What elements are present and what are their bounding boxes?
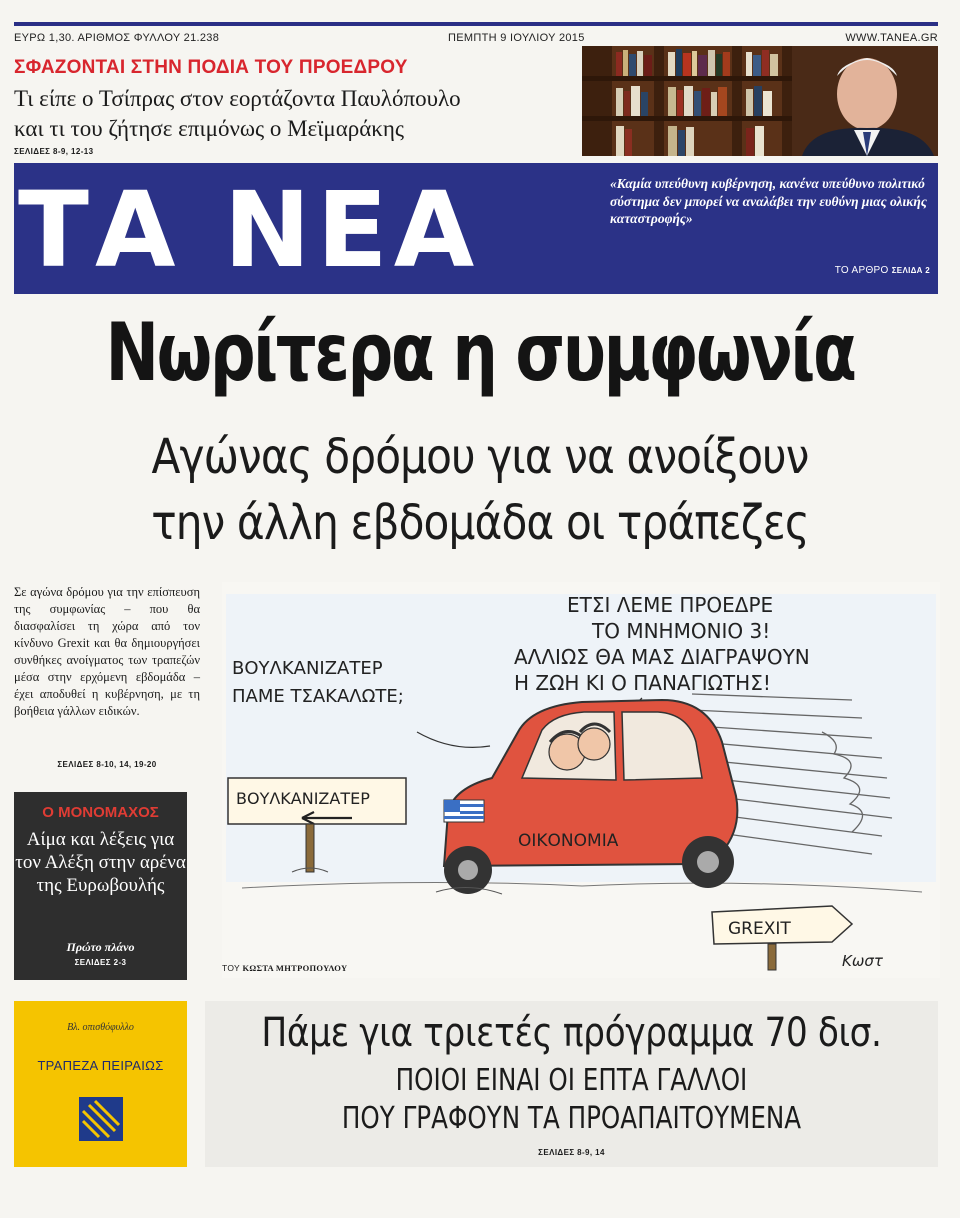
monomachos-subtitle: Πρώτο πλάνο bbox=[66, 940, 135, 954]
teaser-line-1: Τι είπε ο Τσίπρας στον εορτάζοντα Παυλόπουλο bbox=[14, 86, 461, 111]
teaser-kicker: ΣΦΑΖΟΝΤΑΙ ΣΤΗΝ ΠΟΔΙΑ ΤΟΥ ΠΡΟΕΔΡΟΥ bbox=[14, 57, 408, 78]
bank-logo-stripes bbox=[79, 1097, 123, 1141]
quote-ref-page: ΣΕΛΙΔΑ 2 bbox=[891, 266, 930, 275]
issue-date: ΠΕΜΠΤΗ 9 ΙΟΥΛΙΟΥ 2015 bbox=[448, 32, 585, 44]
monomachos-pages: ΣΕΛΙΔΕΣ 2-3 bbox=[74, 958, 127, 967]
quote-reference[interactable] bbox=[835, 265, 930, 276]
bookshelf-portrait-image bbox=[582, 46, 938, 156]
bottom-sub-line-1: ΠΟΙΟΙ ΕΙΝΑΙ ΟΙ ΕΠΤΑ ΓΑΛΛΟΙ bbox=[395, 1063, 748, 1098]
bubble-left-line-2: ΠΑΜΕ ΤΣΑΚΑΛΩΤΕ; bbox=[232, 686, 404, 707]
sub-headline-line-2: την άλλη εβδομάδα οι τράπεζες bbox=[151, 495, 809, 551]
masthead-quote: «Καμία υπεύθυνη κυβέρνηση, κανένα υπεύθυνο πολιτικό σύστημα δεν μπορεί να αναλάβει την ευθύνη μιας ολικής καταστροφής» bbox=[610, 176, 927, 226]
credit-prefix: ΤΟΥ bbox=[222, 963, 240, 973]
top-rule bbox=[14, 22, 938, 26]
price-issue-number: ΕΥΡΩ 1,30. ΑΡΙΘΜΟΣ ΦΥΛΛΟΥ 21.238 bbox=[14, 32, 220, 44]
bubble-right-line-3: ΑΛΛΙΩΣ ΘΑ ΜΑΣ ΔΙΑΓΡΑΨΟΥΝ bbox=[514, 645, 810, 669]
bubble-right-line-2: ΤΟ ΜΝΗΜΟΝΙΟ 3! bbox=[592, 619, 771, 643]
sign-left-label: ΒΟΥΛΚΑΝΙΖΑΤΕΡ bbox=[236, 789, 370, 808]
bubble-right-line-1: ΕΤΣΙ ΛΕΜΕ ΠΡΟΕΔΡΕ bbox=[567, 593, 774, 617]
sub-headline-line-1: Αγώνας δρόμου για να ανοίξουν bbox=[151, 429, 809, 485]
newspaper-logo[interactable]: ΤΑ ΝΕΑ bbox=[18, 169, 481, 291]
sub-headline bbox=[58, 424, 903, 556]
monomachos-kicker: Ο ΜΟΝΟΜΑΧΟΣ bbox=[42, 804, 159, 821]
main-headline[interactable]: Νωρίτερα η συμφωνία bbox=[105, 306, 855, 399]
ad-see-back-page: Βλ. οπισθόφυλλο bbox=[67, 1022, 134, 1033]
bottom-sub-line-2: ΠΟΥ ΓΡΑΦΟΥΝ ΤΑ ΠΡΟΑΠΑΙΤΟΥΜΕΝΑ bbox=[341, 1101, 802, 1136]
bottom-pages: ΣΕΛΙΔΕΣ 8-9, 14 bbox=[538, 1148, 605, 1157]
political-cartoon bbox=[222, 582, 940, 978]
bottom-subheadline bbox=[271, 1062, 872, 1138]
website-link[interactable]: WWW.TANEA.GR bbox=[845, 32, 938, 44]
quote-ref-label: ΤΟ ΑΡΘΡΟ bbox=[834, 265, 889, 276]
credit-name: ΚΩΣΤΑ ΜΗΤΡΟΠΟΥΛΟΥ bbox=[242, 963, 348, 973]
monomachos-title: Αίμα και λέξεις για τον Αλέξη στην αρένα της Ευρωβουλής bbox=[15, 829, 186, 896]
cartoon-drawing bbox=[222, 582, 940, 978]
president-photo bbox=[582, 46, 938, 156]
lead-pages: ΣΕΛΙΔΕΣ 8-10, 14, 19-20 bbox=[57, 760, 157, 769]
ad-bank-name: ΤΡΑΠΕΖΑ ΠΕΙΡΑΙΩΣ bbox=[37, 1058, 164, 1073]
cartoon-credit bbox=[222, 963, 347, 973]
artist-signature: Κωστ bbox=[842, 952, 883, 970]
car-label: ΟΙΚΟΝΟΜΙΑ bbox=[518, 831, 619, 851]
bottom-headline: Πάμε για τριετές πρόγραμμα 70 δισ. bbox=[261, 1010, 882, 1056]
teaser-pages: ΣΕΛΙΔΕΣ 8-9, 12-13 bbox=[14, 147, 94, 156]
sign-right-label: GREXIT bbox=[728, 919, 791, 939]
bubble-right-line-4: Η ΖΩΗ ΚΙ Ο ΠΑΝΑΓΙΩΤΗΣ! bbox=[514, 671, 771, 695]
bubble-left-line-1: ΒΟΥΛΚΑΝΙΖΑΤΕΡ bbox=[232, 658, 383, 679]
lead-paragraph: Σε αγώνα δρόμου για την επίσπευση της συμφωνίας – που θα διασφαλίσει τη χώρα από τον κίνδυνο Grexit και θα δημιουργήσει συνθήκες ανοίγματος των τραπεζών μέσα στην ερχόμενη εβδομάδα – έχει αποδυθεί η κυβέρνηση, με τη βοήθεια γάλλων ειδικών. bbox=[14, 585, 200, 718]
teaser-line-2: και τι του ζήτησε επιμόνως ο Μεϊμαράκης bbox=[14, 116, 405, 141]
teaser-headline[interactable] bbox=[14, 84, 584, 144]
piraeus-bank-logo-icon bbox=[79, 1097, 123, 1141]
